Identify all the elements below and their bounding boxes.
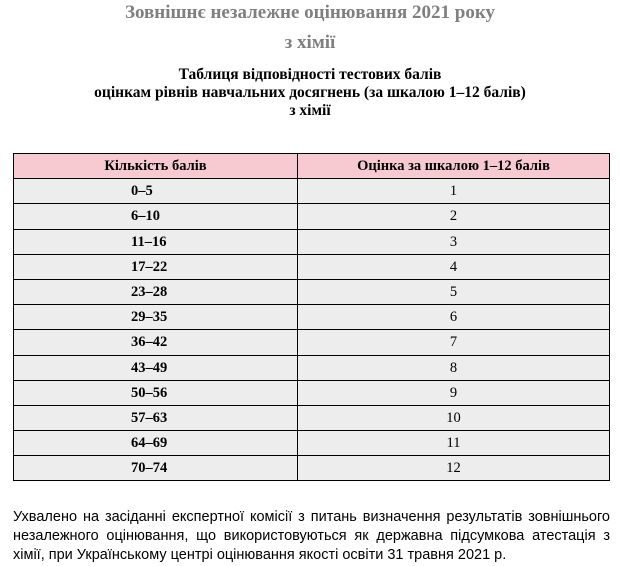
document-title-subject: з хімії (284, 32, 336, 53)
table-row (14, 380, 610, 405)
grade-value: 10 (298, 405, 610, 430)
table-row (14, 355, 610, 380)
table-row (14, 456, 610, 481)
table-caption-line-2: оцінкам рівнів навчальних досягнень (за шкалою 1–12 балів) (94, 84, 526, 101)
grade-value: 11 (298, 431, 610, 456)
table-row (14, 279, 610, 304)
table-row (14, 405, 610, 430)
grade-value: 2 (298, 204, 610, 229)
table-caption-line-1: Таблиця відповідності тестових балів (178, 66, 442, 83)
points-range: 29–35 (14, 305, 298, 330)
points-range: 57–63 (14, 405, 298, 430)
column-header-grade: Оцінка за шкалою 1–12 балів (298, 154, 610, 179)
grade-value: 3 (298, 229, 610, 254)
points-range: 50–56 (14, 380, 298, 405)
points-range: 36–42 (14, 330, 298, 355)
column-header-points: Кількість балів (14, 154, 298, 179)
approval-note: Ухвалено на засіданні експертної комісії з питань визначення результатів зовнішнього незалежного оцінювання, що використовуються як державна підсумкова атестація з хімії, при Українському центрі оцінювання якості освіти 31 травня 2021 р. (13, 509, 610, 563)
table-row (14, 431, 610, 456)
grade-value: 7 (298, 330, 610, 355)
points-range: 17–22 (14, 254, 298, 279)
points-range: 6–10 (14, 204, 298, 229)
points-range: 70–74 (14, 456, 298, 481)
grade-value: 8 (298, 355, 610, 380)
grade-value: 1 (298, 179, 610, 204)
points-range: 0–5 (14, 179, 298, 204)
grade-value: 9 (298, 380, 610, 405)
grade-value: 6 (298, 305, 610, 330)
score-conversion-table (13, 153, 610, 481)
document-title: Зовнішнє незалежне оцінювання 2021 року (124, 2, 496, 23)
table-row (14, 330, 610, 355)
table-row (14, 254, 610, 279)
points-range: 23–28 (14, 279, 298, 304)
grade-value: 4 (298, 254, 610, 279)
grade-value: 12 (298, 456, 610, 481)
points-range: 64–69 (14, 431, 298, 456)
table-row (14, 305, 610, 330)
table-caption (0, 66, 620, 120)
table-header-row (14, 154, 610, 179)
table-row (14, 229, 610, 254)
grade-value: 5 (298, 279, 610, 304)
table-row (14, 204, 610, 229)
table-caption-line-3: з хімії (289, 102, 331, 119)
table-row (14, 179, 610, 204)
points-range: 43–49 (14, 355, 298, 380)
points-range: 11–16 (14, 229, 298, 254)
